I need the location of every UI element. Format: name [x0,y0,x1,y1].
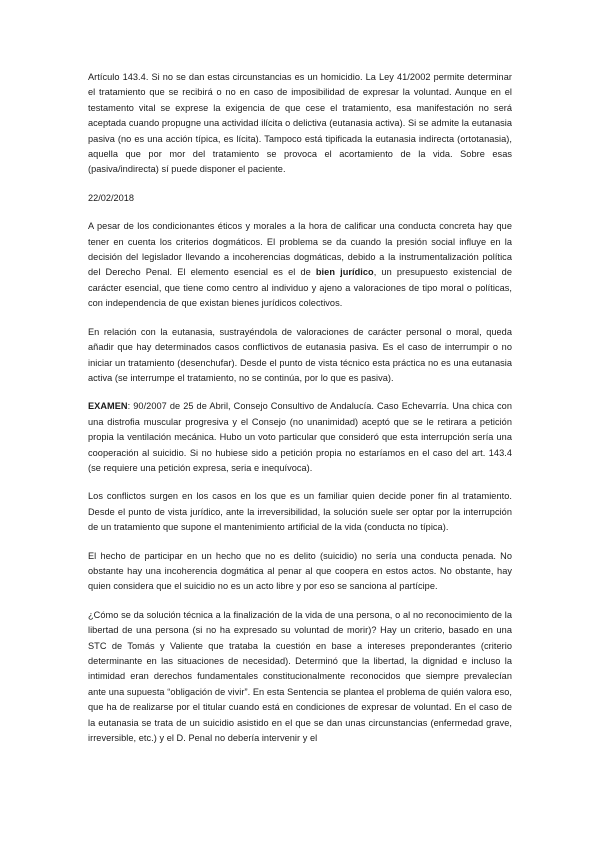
date-text: 22/02/2018 [88,192,134,203]
paragraph-eutanasia-pasiva [88,325,512,387]
bold-label-examen: EXAMEN [88,401,128,412]
paragraph-conflictos [88,489,512,535]
text-segment: Artículo 143.4. Si no se dan estas circunstancias es un homicidio. La Ley 41/2002 permite determinar el tratamiento que se recibirá o no en caso de imposibilidad de expresar la voluntad. Aunque en el testamento vital se exprese la exigencia de que cese el tratamiento, esa manifestación no será aceptada cuando propugne una actividad ilícita o delictiva (eutanasia activa). Si se admite la eutanasia pasiva (no es una acción típica, es lícita). Tampoco está tipificada la eutanasia indirecta (ortotanasia), aquella que por mor del tratamiento se provoca el acortamiento de la vida. Sobre esas (pasiva/indirecta) sí puede disponer el paciente. [88,72,512,175]
bold-term-bien-juridico: bien jurídico [315,267,374,278]
text-segment: El hecho de participar en un hecho que no es delito (suicidio) no sería una conducta penada. No obstante hay una incoherencia dogmática al penar al que coopera en estos actos. No obstante, hay quien considera que el suicidio no es un acto libre y por eso se sanciona al partícipe. [88,550,512,592]
paragraph-participacion [88,549,512,595]
paragraph-examen [88,399,512,476]
text-segment: , un presupuesto existencial de carácter esencial, que tiene como centro al individuo y ajeno a valoraciones de tipo moral o políticas, con independencia de que existan bienes jurídicos colectivos. [88,267,512,309]
paragraph-articulo-143 [88,70,512,178]
date-heading [88,191,512,206]
text-segment: En relación con la eutanasia, sustrayéndola de valoraciones de carácter personal o moral, queda añadir que hay determinados casos conflictivos de eutanasia pasiva. Es el caso de interrumpir o no iniciar un tratamiento (desenchufar). Desde el punto de vista técnico esta práctica no es una eutanasia activa (se interrumpe el tratamiento, no se continúa, por lo que es pasiva). [88,326,512,383]
paragraph-solucion-tecnica [88,608,512,747]
text-segment: ¿Cómo se da solución técnica a la finalización de la vida de una persona, o al no reconocimiento de la libertad de una persona (si no ha expresado su voluntad de morir)? Hay un criterio, basado en una STC de Tomás y Valiente que trataba la cuestión en base a intereses preponderantes (criterio determinante en las situaciones de necesidad). Determinó que la libertad, la dignidad e incluso la intimidad eran derechos fundamentales constitucionalmente reconocidos que siempre prevalecían ante una supuesta “obligación de vivir”. En esta Sentencia se plantea el problema de quién valora eso, que ha de realizarse por el titular cuando está en condiciones de expresar de voluntad. En el caso de la eutanasia se trata de un suicidio asistido en el que se dan unas circunstancias (enfermedad grave, irreversible, etc.) y el D. Penal no debería intervenir y el [88,609,512,744]
text-segment: Los conflictos surgen en los casos en los que es un familiar quien decide poner fin al tratamiento. Desde el punto de vista jurídico, ante la irreversibilidad, la solución suele ser optar por la interrupción de un tratamiento que supone el mantenimiento artificial de la vida (conducta no típica). [88,491,512,533]
text-segment: A pesar de los condicionantes éticos y morales a la hora de calificar una conducta concreta hay que tener en cuenta los criterios dogmáticos. El problema se da cuando la presión social influye en la decisión del legislador llevando a incoherencias dogmáticas, debido a la instrumentalización política del Derecho Penal. El elemento esencial es el de [88,221,512,278]
text-segment: : 90/2007 de 25 de Abril, Consejo Consultivo de Andalucía. Caso Echevarría. Una chica con una distrofia muscular progresiva y el Consejo (no unanimidad) aceptó que se le retirara a petición propia la ventilación mecánica. Hubo un voto particular que consideró que esta interrupción sería una cooperación al suicidio. Si no hubiese sido a petición propia no estaríamos en el caso del art. 143.4 (se requiere una petición expresa, seria e inequívoca). [88,401,512,473]
paragraph-criterios-dogmaticos [88,219,512,311]
document-page [88,70,512,759]
